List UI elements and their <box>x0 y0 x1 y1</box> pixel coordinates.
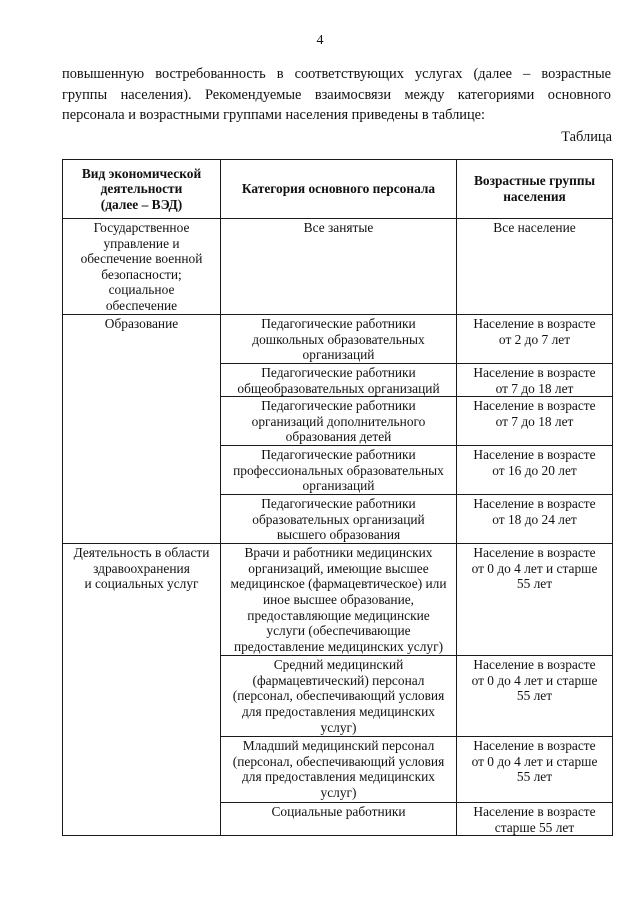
intro-line: повышенную востребованность в соответствующих услугах (далее – возрастные <box>62 66 611 82</box>
table-row <box>63 544 613 656</box>
activity-cell: Государственное управление и обеспечение военной безопасности; социальное обеспечение <box>63 219 221 315</box>
age-group-cell: Население в возрасте от 18 до 24 лет <box>457 495 613 544</box>
age-group-cell: Население в возрасте старше 55 лет <box>457 803 613 836</box>
category-cell: Средний медицинский (фармацевтический) персонал (персонал, обеспечивающий условия для предоставления медицинских услуг) <box>221 656 457 737</box>
category-cell: Педагогические работники общеобразовательных организаций <box>221 364 457 397</box>
intro-line: группы населения). Рекомендуемые взаимосвязи между категориями основного <box>62 86 611 103</box>
intro-line: персонала и возрастными группами населения приведены в таблице: <box>62 107 486 124</box>
header-activity: Вид экономической деятельности (далее – ВЭД) <box>63 160 221 219</box>
age-group-cell: Население в возрасте от 7 до 18 лет <box>457 397 613 446</box>
age-group-cell: Все население <box>457 219 613 315</box>
age-group-cell: Население в возрасте от 0 до 4 лет и старше 55 лет <box>457 737 613 803</box>
category-cell: Педагогические работники образовательных организаций высшего образования <box>221 495 457 544</box>
category-cell: Все занятые <box>221 219 457 315</box>
category-cell: Педагогические работники профессиональных образовательных организаций <box>221 446 457 495</box>
age-group-cell: Население в возрасте от 0 до 4 лет и старше 55 лет <box>457 656 613 737</box>
table-row <box>63 219 613 315</box>
category-cell: Педагогические работники организаций дополнительного образования детей <box>221 397 457 446</box>
header-category: Категория основного персонала <box>221 160 457 219</box>
activity-cell: Образование <box>63 315 221 544</box>
table-row <box>63 315 613 364</box>
table-header-row <box>63 160 613 219</box>
age-group-cell: Население в возрасте от 0 до 4 лет и старше 55 лет <box>457 544 613 656</box>
intro-paragraph <box>62 64 611 126</box>
age-group-cell: Население в возрасте от 16 до 20 лет <box>457 446 613 495</box>
header-age-group: Возрастные группы населения <box>457 160 613 219</box>
category-cell: Социальные работники <box>221 803 457 836</box>
age-group-cell: Население в возрасте от 2 до 7 лет <box>457 315 613 364</box>
category-cell: Педагогические работники дошкольных образовательных организаций <box>221 315 457 364</box>
activity-cell: Деятельность в области здравоохранения и социальных услуг <box>63 544 221 836</box>
table-caption: Таблица <box>561 129 612 145</box>
category-cell: Врачи и работники медицинских организаций, имеющие высшее медицинское (фармацевтическое) или иное высшее образование, предоставляющие медицинские услуги (обеспечивающие предоставление медицинских услуг) <box>221 544 457 656</box>
page-number: 4 <box>316 33 324 48</box>
age-group-cell: Население в возрасте от 7 до 18 лет <box>457 364 613 397</box>
personnel-age-table <box>62 159 613 836</box>
category-cell: Младший медицинский персонал (персонал, обеспечивающий условия для предоставления медицинских услуг) <box>221 737 457 803</box>
